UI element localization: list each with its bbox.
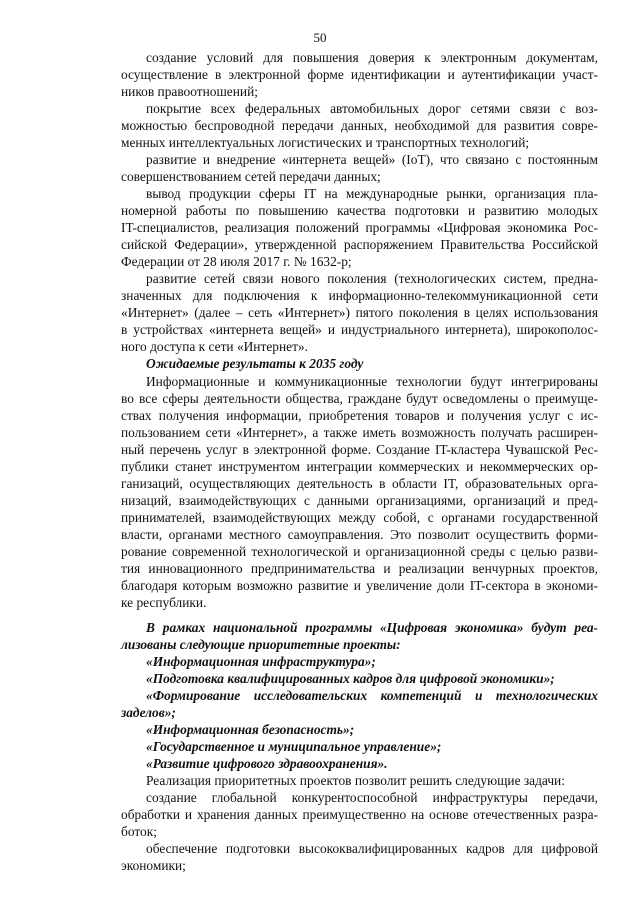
text-line: ствах получения информации, приобретения товаров и получения услуг с ис- <box>121 408 598 423</box>
emphasized-text-line: заделов»; <box>121 705 176 720</box>
text-line: покрытие всех федеральных автомобильных дорог сетями связи с воз- <box>146 101 598 116</box>
emphasized-text-line: «Подготовка квалифицированных кадров для цифровой экономики»; <box>146 671 555 686</box>
text-line: сийской Федерации», утвержденной распоряжением Правительства Российской <box>121 237 598 252</box>
text-line: развитие сетей связи нового поколения (технологических систем, предна- <box>146 271 598 286</box>
page-number: 50 <box>313 30 327 45</box>
text-line: вывод продукции сферы IT на международные рынки, организация пла- <box>146 186 598 201</box>
text-line: Федерации от 28 июля 2017 г. № 1632-р; <box>121 254 352 269</box>
text-line: ке республики. <box>121 595 207 610</box>
text-line: рование современной технологической и организационной среды с целью разви- <box>121 544 598 559</box>
text-line: во все сферы деятельности общества, граждане будут осведомлены о преимуще- <box>121 391 598 406</box>
text-line: обеспечение подготовки высококвалифицированных кадров для цифровой <box>146 841 598 856</box>
text-line: создание глобальной конкурентоспособной инфраструктуры передачи, <box>146 790 598 805</box>
text-line: совершенствованием сетей передачи данных; <box>121 169 381 184</box>
text-line: Реализация приоритетных проектов позволит решить следующие задачи: <box>146 773 565 788</box>
emphasized-text-line: «Развитие цифрового здравоохранения». <box>146 756 388 771</box>
emphasized-text-line: «Формирование исследовательских компетенций и технологических <box>146 688 598 703</box>
emphasized-text-line: «Государственное и муниципальное управление»; <box>146 739 442 754</box>
text-line: благодаря которым возможно развитие и увеличение доли IT-сектора в экономи- <box>121 578 598 593</box>
text-line: осуществление в электронной форме идентификации и аутентификации участ- <box>121 67 598 82</box>
text-line: тия инновационного предпринимательства и реализации венчурных проектов, <box>121 561 598 576</box>
text-line: создание условий для повышения доверия к электронным документам, <box>146 50 598 65</box>
text-line: ников правоотношений; <box>121 84 258 99</box>
text-line: принимателей, взаимодействующих между собой, с органами государственной <box>121 510 598 525</box>
text-line: «Интернет» (далее – сеть «Интернет») пятого поколения в целях использования <box>121 305 598 320</box>
text-line: номерной работы по повышению качества подготовки и развитию молодых <box>121 203 598 218</box>
emphasized-text-line: лизованы следующие приоритетные проекты: <box>121 637 401 652</box>
text-line: можностью беспроводной передачи данных, необходимой для развития совре- <box>121 118 598 133</box>
text-line: ного доступа к сети «Интернет». <box>121 339 308 354</box>
text-line: обработки и хранения данных преимущественно на основе отечественных разра- <box>121 807 598 822</box>
text-line: ганизаций, осуществляющих деятельность в области IT, образовательных орга- <box>121 476 598 491</box>
emphasized-text-line: «Информационная инфраструктура»; <box>146 654 376 669</box>
text-line: боток; <box>121 824 157 839</box>
text-line: низаций, взаимодействующих с данными организациями, организаций и пред- <box>121 493 598 508</box>
text-line: пользованием сети «Интернет», а также иметь возможность получать расширен- <box>121 425 598 440</box>
text-line: значенных для подключения к информационно-телекоммуникационной сети <box>121 288 598 303</box>
emphasized-text-line: «Информационная безопасность»; <box>146 722 355 737</box>
text-line: Информационные и коммуникационные технологии будут интегрированы <box>146 374 598 389</box>
emphasized-text-line: В рамках национальной программы «Цифровая экономика» будут реа- <box>146 620 598 635</box>
text-line: публики станет инструментом интеграции коммерческих и некоммерческих ор- <box>121 459 598 474</box>
text-line: IT-специалистов, реализация положений программы «Цифровая экономика Рос- <box>121 220 598 235</box>
text-line: менных интеллектуальных логистических и транспортных технологий; <box>121 135 530 150</box>
text-line: ный перечень услуг в электронной форме. Создание IT-кластера Чувашской Рес- <box>121 442 598 457</box>
text-line: в устройствах «интернета вещей» и индустриального интернета), широкополос- <box>121 322 598 337</box>
text-line: экономики; <box>121 858 186 873</box>
text-line: развитие и внедрение «интернета вещей» (IoT), что связано с постоянным <box>146 152 598 167</box>
emphasized-text-line: Ожидаемые результаты к 2035 году <box>146 356 364 371</box>
text-line: власти, органами местного самоуправления. Это позволит осуществить форми- <box>121 527 598 542</box>
